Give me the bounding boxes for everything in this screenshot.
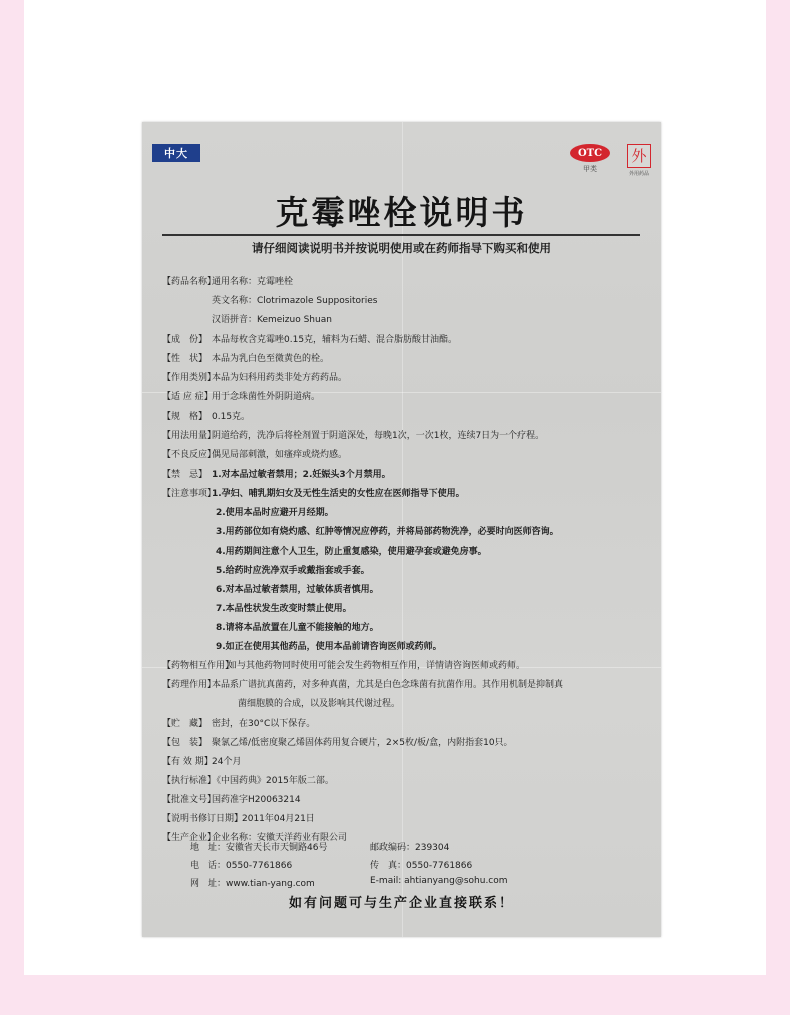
section-label: 【贮 藏】 <box>162 719 208 729</box>
section-label: 【药理作用】 <box>162 680 217 690</box>
section-row <box>162 486 465 499</box>
section-value: 通用名称：克霉唑栓 <box>212 277 294 287</box>
note-item: 5.给药时应洗净双手或戴指套或手套。 <box>216 566 370 576</box>
section-value: 《中国药典》2015年版二部。 <box>212 776 334 786</box>
section-row <box>162 370 347 383</box>
note-item: 6.对本品过敏者禁用，过敏体质者慎用。 <box>216 585 379 595</box>
section-row <box>162 389 320 402</box>
section-value: 聚氯乙烯/低密度聚乙烯固体药用复合硬片，2×5枚/板/盒，内附指套10只。 <box>212 738 513 748</box>
section-label: 【执行标准】 <box>162 776 217 786</box>
section-value: 本品系广谱抗真菌药，对多种真菌，尤其是白色念珠菌有抗菌作用。其作用机制是抑制真 <box>212 680 564 690</box>
section-label: 【成 份】 <box>162 335 208 345</box>
section-value: 2011年04月21日 <box>242 814 315 824</box>
company-address: 地 址：安徽省天长市天铜路46号 <box>190 843 328 853</box>
note-item: 3.用药部位如有烧灼感、红肿等情况应停药，并将局部药物洗净，必要时向医师咨询。 <box>216 527 559 537</box>
section-value: 本品每枚含克霉唑0.15克，辅料为石蜡、混合脂肪酸甘油酯。 <box>212 335 458 345</box>
otc-badge: OTC <box>570 144 610 162</box>
leaflet <box>142 122 661 937</box>
title-divider <box>162 234 640 236</box>
section-value: 1.对本品过敏者禁用；2.妊娠头3个月禁用。 <box>212 470 391 480</box>
section-row <box>162 716 315 729</box>
section-label: 【药物相互作用】 <box>162 661 235 671</box>
document-title: 克霉唑栓说明书 <box>275 193 528 232</box>
otc-class: 甲类 <box>583 165 597 173</box>
section-row <box>162 696 400 709</box>
section-row <box>162 754 241 767</box>
otc-badge-group <box>568 144 612 174</box>
section-row <box>162 773 334 786</box>
section-label: 【性 状】 <box>162 354 208 364</box>
section-row <box>162 312 332 325</box>
section-label: 【作用类别】 <box>162 373 217 383</box>
section-value: 0.15克。 <box>212 412 251 422</box>
section-value: 本品为乳白色至微黄色的栓。 <box>212 354 330 364</box>
section-label: 【注意事项】 <box>162 489 217 499</box>
section-label: 【规 格】 <box>162 412 208 422</box>
section-label: 【不良反应】 <box>162 450 217 460</box>
section-row <box>162 811 315 824</box>
company-email: E-mail: ahtianyang@sohu.com <box>370 876 508 886</box>
brand-logo: 中大 <box>152 144 200 162</box>
section-value: 本品为妇科用药类非处方药药品。 <box>212 373 348 383</box>
section-row <box>162 274 293 287</box>
section-label: 【说明书修订日期】 <box>162 814 244 824</box>
section-label: 【药品名称】 <box>162 277 217 287</box>
contact-footer: 如有问题可与生产企业直接联系！ <box>288 896 514 911</box>
company-fax: 传 真：0550-7761866 <box>370 861 473 871</box>
section-row <box>162 293 377 306</box>
section-row <box>162 677 563 690</box>
section-value: 24个月 <box>212 757 242 767</box>
section-row <box>162 428 544 441</box>
section-value: 企业名称：安徽天洋药业有限公司 <box>212 833 348 843</box>
note-item: 2.使用本品时应避开月经期。 <box>216 508 334 518</box>
section-value: 用于念珠菌性外阴阴道病。 <box>212 392 321 402</box>
document-subtitle: 请仔细阅读说明书并按说明使用或在药师指导下购买和使用 <box>252 241 551 255</box>
section-value: 阴道给药，洗净后将栓剂置于阴道深处，每晚1次，一次1枚，连续7日为一个疗程。 <box>212 431 545 441</box>
section-label: 【有 效 期】 <box>162 757 213 767</box>
section-row <box>162 447 347 460</box>
section-value: 汉语拼音：Kemeizuo Shuan <box>212 315 332 325</box>
note-item: 7.本品性状发生改变时禁止使用。 <box>216 604 352 614</box>
section-label: 【用法用量】 <box>162 431 217 441</box>
section-row <box>162 409 250 422</box>
section-row <box>162 351 329 364</box>
company-website: 网 址：www.tian-yang.com <box>190 879 315 889</box>
section-value: 国药准字H20063214 <box>212 795 301 805</box>
section-label: 【批准文号】 <box>162 795 217 805</box>
section-value: 密封，在30°C以下保存。 <box>212 719 316 729</box>
note-item: 4.用药期间注意个人卫生，防止重复感染，使用避孕套或避免房事。 <box>216 547 487 557</box>
section-row <box>162 792 301 805</box>
section-value: 菌细胞膜的合成，以及影响其代谢过程。 <box>238 699 401 709</box>
section-row <box>162 735 513 748</box>
company-postcode: 邮政编码：239304 <box>370 843 450 853</box>
note-item: 9.如正在使用其他药品，使用本品前请咨询医师或药师。 <box>216 642 442 652</box>
section-row <box>162 467 391 480</box>
external-use-sub: 外用药品 <box>628 171 649 177</box>
section-label: 【生产企业】 <box>162 833 217 843</box>
section-row <box>162 332 457 345</box>
note-item: 8.请将本品放置在儿童不能接触的地方。 <box>216 623 379 633</box>
section-value: 英文名称：Clotrimazole Suppositories <box>212 296 378 306</box>
company-phone: 电 话：0550-7761866 <box>190 861 293 871</box>
section-value: 1.孕妇、哺乳期妇女及无性生活史的女性应在医师指导下使用。 <box>212 489 465 499</box>
section-value: 偶见局部刺激，如瘙痒或烧灼感。 <box>212 450 348 460</box>
external-use-mark: 外 <box>627 144 651 168</box>
section-value: 如与其他药物同时使用可能会发生药物相互作用，详情请咨询医师或药师。 <box>228 661 526 671</box>
section-row <box>162 658 525 671</box>
external-use-mark-group <box>626 144 652 177</box>
section-label: 【禁 忌】 <box>162 470 208 480</box>
section-label: 【适 应 症】 <box>162 392 213 402</box>
section-label: 【包 装】 <box>162 738 208 748</box>
